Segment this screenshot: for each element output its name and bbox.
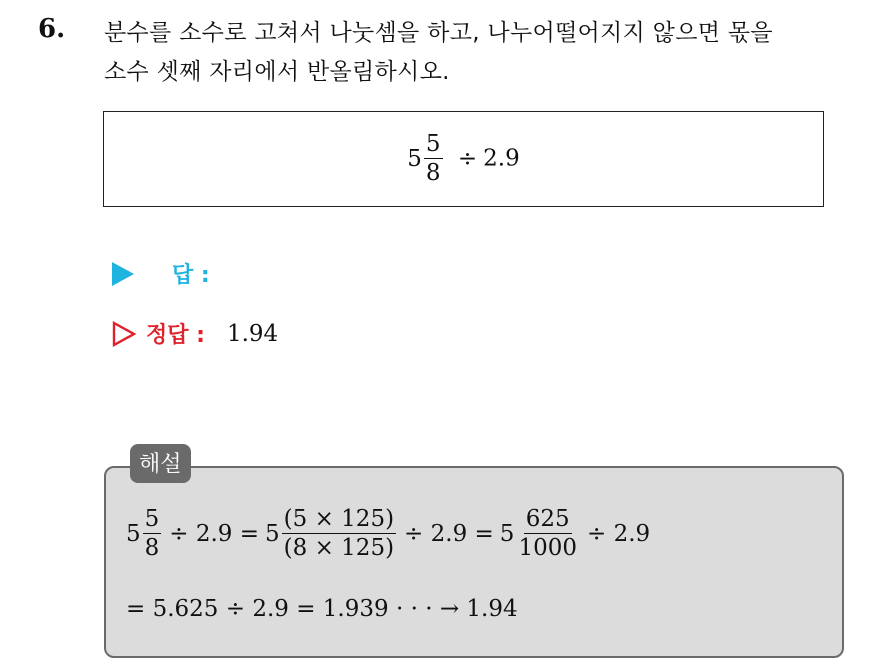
- division-operator: ÷: [457, 145, 478, 172]
- problem-expression: [104, 130, 823, 187]
- term3-division: ÷ 2.9: [586, 520, 651, 547]
- outline-triangle-icon: [112, 321, 136, 347]
- question-text-line2: 소수 셋째 자리에서 반올림하시오.: [104, 59, 450, 85]
- correct-answer-value: 1.94: [226, 320, 279, 347]
- term2-numerator: (5 × 125): [283, 506, 395, 532]
- term2-division: ÷ 2.9 =: [404, 520, 494, 547]
- correct-answer-row: [112, 318, 278, 349]
- explanation-line1: [126, 505, 656, 562]
- fraction: [424, 130, 443, 187]
- problem-box: [103, 111, 824, 207]
- answer-label: 답 :: [172, 263, 210, 288]
- divisor: 2.9: [483, 145, 520, 172]
- term3-numerator: 625: [525, 506, 570, 532]
- term1-whole: 5: [126, 520, 141, 547]
- term1-denominator: 8: [144, 535, 160, 561]
- explanation-box: [104, 466, 844, 658]
- term3-whole: 5: [499, 520, 515, 547]
- mixed-number: [407, 130, 444, 187]
- term3-fraction: [516, 505, 579, 562]
- whole-part: 5: [407, 145, 422, 172]
- term1-division: ÷ 2.9 =: [169, 520, 260, 547]
- answer-row: [112, 258, 210, 289]
- explanation-tab: 해설: [130, 444, 191, 483]
- term3-denominator: 1000: [518, 535, 577, 561]
- term2-fraction: [282, 505, 396, 562]
- term1-fraction: [143, 505, 162, 562]
- explanation-line2: = 5.625 ÷ 2.9 = 1.939 · · · → 1.94: [126, 596, 518, 622]
- numerator: 5: [425, 131, 441, 157]
- question-text-line1: 분수를 소수로 고쳐서 나눗셈을 하고, 나누어떨어지지 않으면 몫을: [104, 20, 773, 46]
- denominator: 8: [425, 160, 441, 186]
- correct-answer-label: 정답 :: [146, 323, 205, 348]
- question-number: 6.: [38, 14, 66, 44]
- term2-whole: 5: [265, 520, 280, 547]
- term2-denominator: (8 × 125): [283, 535, 395, 561]
- filled-triangle-icon: [112, 262, 134, 286]
- question-text: [104, 14, 864, 92]
- term1-numerator: 5: [144, 506, 160, 532]
